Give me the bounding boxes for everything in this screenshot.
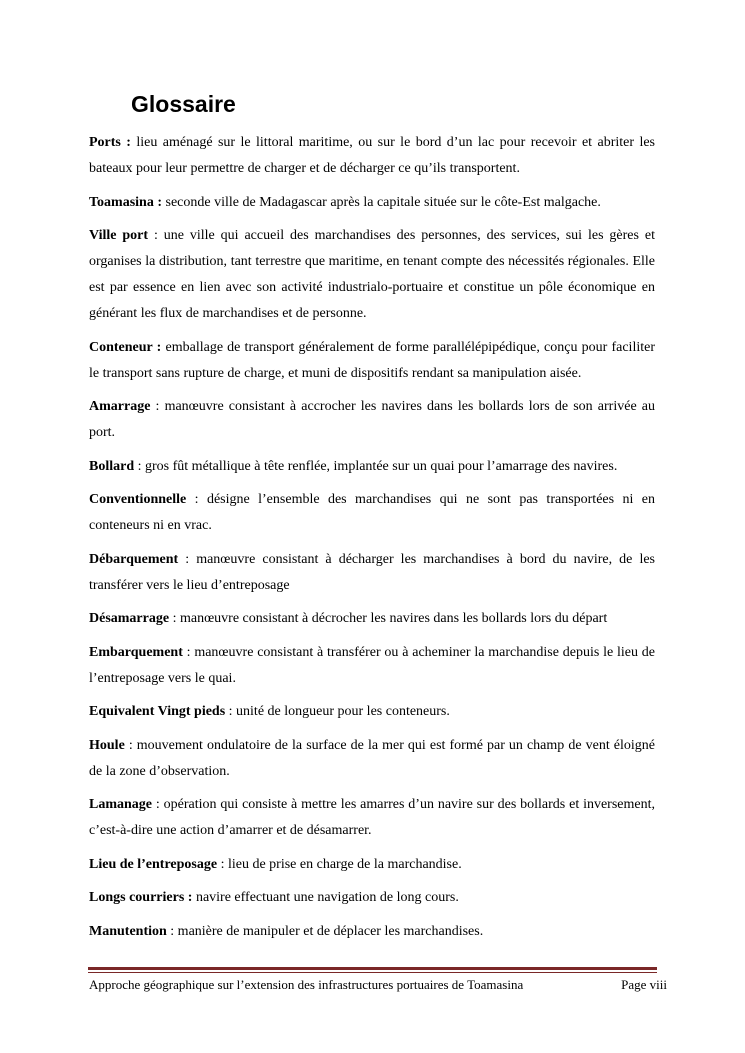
glossary-entry-lamanage [89,792,655,844]
glossary-entry-equivalent-vingt-pieds [89,699,655,725]
glossary-entry-houle [89,733,655,785]
footer-divider-thin [88,972,657,973]
glossary-definition: : manière de manipuler et de déplacer les marchandises. [166,923,484,939]
glossary-term: Amarrage [89,399,151,414]
glossary-term: Equivalent Vingt pieds [89,704,226,719]
glossary-definition: : manœuvre consistant à transférer ou à acheminer la marchandise depuis le lieu de l’entreposage vers le quai. [89,644,655,686]
glossary-definition: seconde ville de Madagascar après la capitale située sur le côte-Est malgache. [162,194,601,210]
footer-divider-thick [88,967,657,970]
glossary-term: Conventionnelle [89,492,187,507]
glossary-term: Lieu de l’entreposage [89,856,218,872]
glossary-term: Toamasina : [89,194,163,210]
glossary-definition: : mouvement ondulatoire de la surface de la mer qui est formé par un champ de vent éloigné de la zone d’observation. [89,737,655,779]
glossary-entry-conventionnelle [89,487,655,539]
glossary-term: Désamarrage [89,611,170,626]
glossary-entry-conteneur [89,335,655,387]
page-title: Glossaire [131,91,236,117]
glossary-definition: : lieu de prise en charge de la marchandise. [217,856,462,872]
glossary-definition: : manœuvre consistant à décrocher les navires dans les bollards lors du départ [169,611,608,626]
glossary-term: Houle [89,737,125,753]
glossary-entry-ville-port [89,223,655,327]
glossary-term: Longs courriers : [89,890,193,905]
footer-document-title: Approche géographique sur l’extension des infrastructures portuaires de Toamasina [89,977,524,992]
glossary-definition: : opération qui consiste à mettre les amarres d’un navire sur des bollards et inversement, c’est-à-dire une action d’amarrer et de désamarrer. [89,797,655,838]
footer-page-number: Page viii [621,977,667,992]
glossary-term: Bollard [89,458,135,474]
glossary-entry-longs-courriers [89,885,655,911]
glossary-definition: navire effectuant une navigation de long cours. [192,890,459,905]
glossary-term: Embarquement [89,644,183,660]
glossary-entry-amarrage [89,394,655,446]
glossary-entry-desamarrage [89,606,655,632]
glossary-term: Débarquement [89,551,179,567]
glossary-entry-lieu-entreposage [89,852,655,878]
glossary-entry-bollard [89,454,655,480]
glossary-entry-manutention [89,919,655,945]
glossary-definition: : une ville qui accueil des marchandises des personnes, des services, sui les gères et organises la distribution, tant terrestre que maritime, en tenant compte des nécessités régionales. Elle est par essence en lien avec son activité industrialo-portuaire et constitue un pôle économique en générant les flux de marchandises et de personne. [89,228,655,321]
glossary-term: Manutention [89,923,167,939]
glossary-term: Lamanage [89,797,152,812]
glossary-definition: : désigne l’ensemble des marchandises qui ne sont pas transportées ni en conteneurs ni en vrac. [89,492,655,533]
glossary-definition: lieu aménagé sur le littoral maritime, ou sur le bord d’un lac pour recevoir et abriter les bateaux pour leur permettre de charger et de décharger ce qu’ils transportent. [89,135,655,176]
glossary-definition: : manœuvre consistant à accrocher les navires dans les bollards lors de son arrivée au port. [89,399,655,440]
glossary-definition: : manœuvre consistant à décharger les marchandises à bord du navire, de les transférer vers le lieu d’entreposage [89,551,655,593]
glossary-entry-toamasina [89,190,655,216]
glossary-entry-ports [89,130,655,182]
glossary-entry-embarquement [89,640,655,692]
glossary-definition: emballage de transport généralement de forme parallélépipédique, conçu pour faciliter le transport sans rupture de charge, et muni de dispositifs rendant sa manipulation aisée. [89,339,655,381]
glossary-definition: : unité de longueur pour les conteneurs. [225,704,450,719]
glossary-term: Conteneur : [89,339,162,355]
glossary-entry-debarquement [89,547,655,599]
glossary-term: Ville port [89,228,149,243]
glossary-term: Ports : [89,135,131,150]
glossary-definition: : gros fût métallique à tête renflée, implantée sur un quai pour l’amarrage des navires. [134,458,618,474]
glossary-list [89,130,655,952]
